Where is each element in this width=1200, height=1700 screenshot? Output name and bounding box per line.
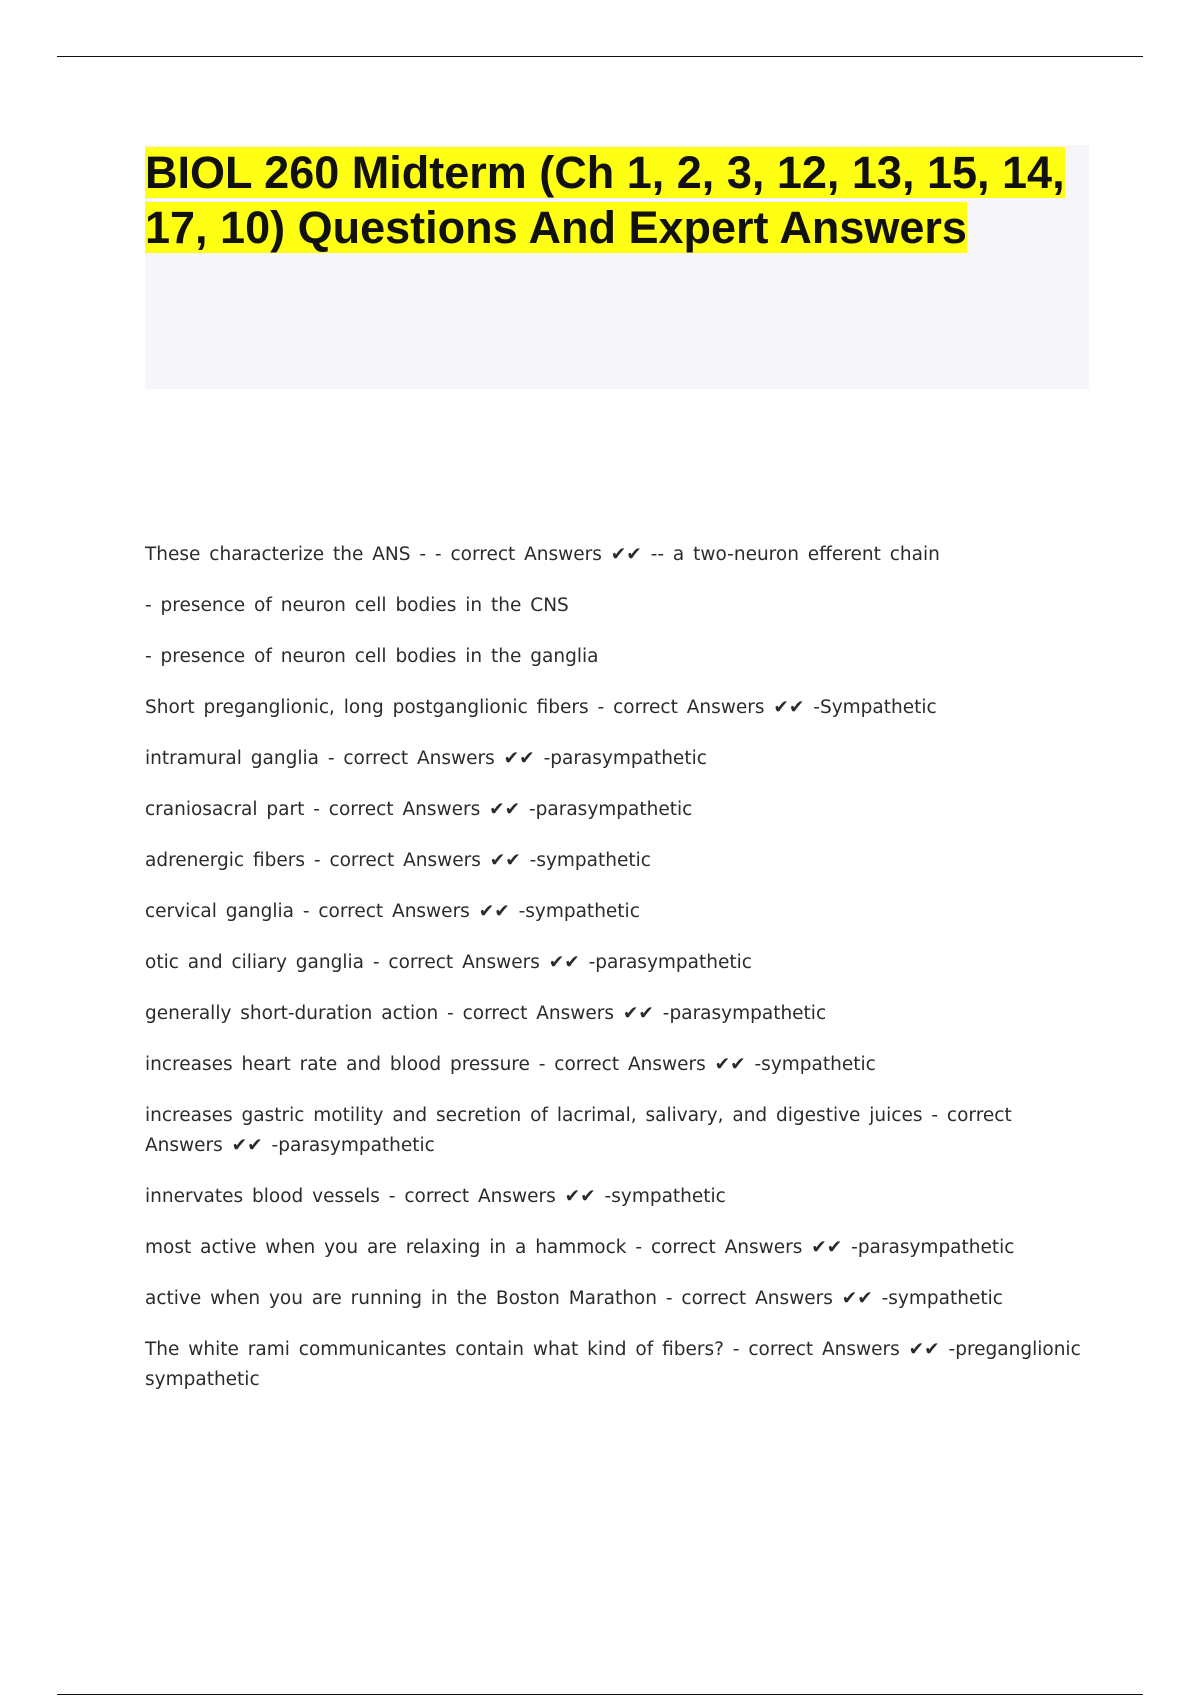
qa-item: intramural ganglia - correct Answers ✔✔ -parasympathetic (145, 748, 707, 769)
bottom-rule (57, 1694, 1143, 1695)
qa-item: increases gastric motility and secretion of lacrimal, salivary, and digestive juices - correct Answers ✔✔ -parasympathetic (145, 1105, 1012, 1156)
qa-item: innervates blood vessels - correct Answers ✔✔ -sympathetic (145, 1186, 726, 1207)
qa-item: These characterize the ANS - - correct Answers ✔✔ -- a two-neuron efferent chain (145, 544, 940, 565)
qa-item: increases heart rate and blood pressure - correct Answers ✔✔ -sympathetic (145, 1054, 876, 1075)
qa-item: generally short-duration action - correct Answers ✔✔ -parasympathetic (145, 1003, 827, 1024)
qa-list (145, 540, 1090, 1416)
qa-item: - presence of neuron cell bodies in the ganglia (145, 646, 599, 667)
qa-item: active when you are running in the Boston Marathon - correct Answers ✔✔ -sympathetic (145, 1288, 1003, 1309)
qa-item: - presence of neuron cell bodies in the CNS (145, 595, 569, 616)
qa-item: cervical ganglia - correct Answers ✔✔ -sympathetic (145, 901, 640, 922)
qa-item: otic and ciliary ganglia - correct Answers ✔✔ -parasympathetic (145, 952, 752, 973)
qa-item: most active when you are relaxing in a hammock - correct Answers ✔✔ -parasympathetic (145, 1237, 1015, 1258)
document-title (145, 145, 1065, 255)
qa-item: craniosacral part - correct Answers ✔✔ -parasympathetic (145, 799, 693, 820)
qa-item: Short preganglionic, long postganglionic fibers - correct Answers ✔✔ -Sympathetic (145, 697, 937, 718)
title-highlight: BIOL 260 Midterm (Ch 1, 2, 3, 12, 13, 15, 14, 17, 10) Questions And Expert Answers (145, 147, 1065, 253)
qa-item: adrenergic fibers - correct Answers ✔✔ -sympathetic (145, 850, 651, 871)
top-rule (57, 56, 1143, 57)
qa-item: The white rami communicantes contain what kind of fibers? - correct Answers ✔✔ -preganglionic sympathetic (145, 1339, 1081, 1390)
